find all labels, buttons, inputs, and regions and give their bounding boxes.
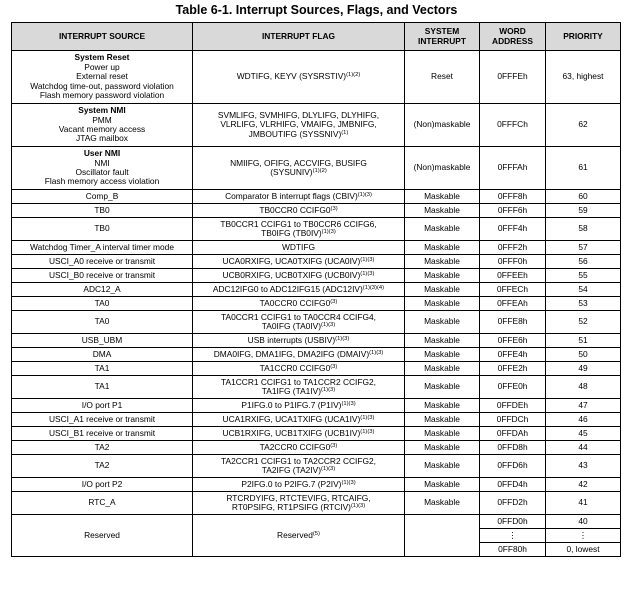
- interrupt-source-line: Comp_B: [85, 190, 119, 201]
- word-address-cell: 0FFE6h: [480, 334, 546, 348]
- footnote-ref: (1)(3): [321, 387, 336, 393]
- word-address-cell: 0FFECh: [480, 283, 546, 297]
- priority-cell: 58: [546, 218, 621, 241]
- interrupt-flag-cell: UCA0RXIFG, UCA0TXIFG $(UCA0IV)^{(1)(3)}$: [193, 255, 405, 269]
- system-interrupt-cell: Maskable: [405, 413, 480, 427]
- word-address-cell: ⋮: [480, 529, 546, 543]
- interrupt-source-cell: [12, 283, 193, 297]
- priority-cell: 57: [546, 241, 621, 255]
- priority-cell: 41: [546, 492, 621, 515]
- interrupt-source-line: DMA: [92, 348, 112, 359]
- table-row: [12, 441, 621, 455]
- interrupt-source-line: PMM: [92, 114, 112, 125]
- priority-cell: 56: [546, 255, 621, 269]
- footnote-ref: (1)(3): [369, 349, 384, 356]
- footnote-ref: (1)(3): [341, 479, 356, 486]
- priority-cell: ⋮: [546, 529, 621, 543]
- footnote-ref: (1)(3): [321, 322, 336, 328]
- word-address-cell: 0FFD8h: [480, 441, 546, 455]
- header-system-interrupt: SYSTEM INTERRUPT: [405, 23, 480, 51]
- system-interrupt-cell: Maskable: [405, 334, 480, 348]
- interrupt-source-line: USCI_A0 receive or transmit: [48, 255, 156, 266]
- table-row: [12, 413, 621, 427]
- interrupt-source-line: JTAG mailbox: [76, 133, 128, 144]
- word-address-cell: 0FFE8h: [480, 311, 546, 334]
- interrupt-source-line: TA1: [94, 381, 110, 392]
- footnote-ref: (1)(3): [321, 229, 336, 235]
- word-address-cell: 0FF80h: [480, 543, 546, 557]
- system-interrupt-cell: Maskable: [405, 441, 480, 455]
- footnote-ref: (1): [341, 129, 349, 136]
- table-row: [12, 334, 621, 348]
- table-body: [12, 51, 621, 557]
- interrupt-flag-cell: ADC12IFG0 to ADC12IFG15 $(ADC12IV)^{(1)(3)(4)}$: [193, 283, 405, 297]
- interrupt-flag-cell: TA2CCR1 CCIFG1 to TA2CCR2 CCIFG2, TA2IFG $(TA2IV)^{(1)(3)}$: [193, 455, 405, 478]
- priority-cell: 54: [546, 283, 621, 297]
- table-row: [12, 348, 621, 362]
- interrupt-flag-cell: Comparator B interrupt flags (CBIV)$^{(1)(3)}$: [193, 190, 405, 204]
- interrupt-source-cell: [12, 427, 193, 441]
- table-row: [12, 427, 621, 441]
- interrupt-flag-cell: P2IFG.0 to P2IFG.7 $(P2IV)^{(1)(3)}$: [193, 478, 405, 492]
- table-row: [12, 455, 621, 478]
- footnote-ref: (1)(3)(4): [362, 284, 385, 291]
- footnote-ref: (1)(3): [360, 414, 375, 421]
- interrupt-flag-cell: DMA0IFG, DMA1IFG, DMA2IFG (DMAIV)$^{(1)(3)}$: [193, 348, 405, 362]
- table-row: [12, 311, 621, 334]
- interrupt-source-cell: [12, 218, 193, 241]
- interrupt-source-cell: [12, 147, 193, 190]
- word-address-cell: 0FFDAh: [480, 427, 546, 441]
- priority-cell: 59: [546, 204, 621, 218]
- footnote-ref: (3): [330, 298, 338, 305]
- interrupt-flag-cell: P1IFG.0 to P1IFG.7 $(P1IV)^{(1)(3)}$: [193, 399, 405, 413]
- interrupt-source-line: Vacant memory access: [58, 124, 146, 134]
- priority-cell: 50: [546, 348, 621, 362]
- priority-cell: 45: [546, 427, 621, 441]
- footnote-ref: (3): [330, 363, 338, 370]
- table-row: [12, 492, 621, 515]
- table-title: Table 6-1. Interrupt Sources, Flags, and Vectors: [175, 3, 458, 17]
- interrupt-flag-cell: SVMLIFG, SVMHIFG, DLYLIFG, DLYHIFG, VLRLIFG, VLRHIFG, VMAIFG, JMBNIFG, JMBOUTIFG (SYSSNIV)$^{(1)}$: [193, 104, 405, 147]
- interrupt-source-cell: [12, 455, 193, 478]
- system-interrupt-cell: Maskable: [405, 362, 480, 376]
- interrupt-source-line: ADC12_A: [83, 283, 121, 294]
- interrupt-source-cell: [12, 190, 193, 204]
- system-interrupt-cell: Maskable: [405, 311, 480, 334]
- word-address-cell: 0FFEAh: [480, 297, 546, 311]
- system-interrupt-cell: Maskable: [405, 427, 480, 441]
- word-address-cell: 0FFE4h: [480, 348, 546, 362]
- interrupt-flag-cell: WDTIFG, KEYV (SYSRSTIV)$^{(1)(2)}$: [193, 51, 405, 104]
- footnote-ref: (1)(3): [335, 335, 350, 342]
- interrupt-source-line: Watchdog Timer_A interval timer mode: [30, 241, 174, 252]
- word-address-cell: 0FFE2h: [480, 362, 546, 376]
- interrupt-source-line: USB_UBM: [81, 334, 123, 345]
- interrupt-source-cell: [12, 104, 193, 147]
- interrupt-source-cell: [12, 334, 193, 348]
- priority-cell: 47: [546, 399, 621, 413]
- system-interrupt-cell: Maskable: [405, 218, 480, 241]
- priority-cell: 52: [546, 311, 621, 334]
- system-interrupt-cell: Maskable: [405, 399, 480, 413]
- interrupt-source-cell: [12, 269, 193, 283]
- priority-cell: 43: [546, 455, 621, 478]
- system-interrupt-cell: Maskable: [405, 478, 480, 492]
- interrupt-source-line: Watchdog time-out, password violation: [30, 80, 174, 91]
- interrupt-flag-cell: TA0CCR0 CCIFG0$^{(3)}$: [193, 297, 405, 311]
- reserved-system-cell: [405, 515, 480, 557]
- interrupt-flag-cell: TA1CCR1 CCIFG1 to TA1CCR2 CCIFG2, TA1IFG $(TA1IV)^{(1)(3)}$: [193, 376, 405, 399]
- priority-cell: 55: [546, 269, 621, 283]
- interrupt-source-line: USCI_A1 receive or transmit: [48, 413, 156, 424]
- interrupt-flag-cell: UCA1RXIFG, UCA1TXIFG $(UCA1IV)^{(1)(3)}$: [193, 413, 405, 427]
- priority-cell: 63, highest: [546, 51, 621, 104]
- interrupt-source-line: RTC_A: [88, 497, 116, 508]
- table-row: [12, 269, 621, 283]
- interrupt-source-line: TB0: [94, 204, 110, 215]
- interrupt-source-title: User NMI: [83, 148, 121, 159]
- priority-cell: 40: [546, 515, 621, 529]
- interrupt-source-cell: [12, 241, 193, 255]
- system-interrupt-cell: Maskable: [405, 492, 480, 515]
- table-row: [12, 204, 621, 218]
- word-address-cell: 0FFE0h: [480, 376, 546, 399]
- interrupt-source-line: TA2: [94, 460, 110, 471]
- reserved-flag-cell: Reserved$^{(5)}$: [193, 515, 405, 557]
- interrupt-source-line: I/O port P2: [81, 478, 123, 489]
- footnote-ref: (1)(3): [321, 466, 336, 472]
- interrupt-source-line: USCI_B0 receive or transmit: [48, 269, 156, 280]
- priority-cell: 51: [546, 334, 621, 348]
- table-row: [12, 51, 621, 104]
- interrupt-flag-cell: TB0CCR0 CCIFG0$^{(3)}$: [193, 204, 405, 218]
- interrupt-source-line: Oscillator fault: [75, 167, 129, 177]
- interrupt-source-line: USCI_B1 receive or transmit: [48, 427, 156, 438]
- system-interrupt-cell: Maskable: [405, 255, 480, 269]
- table-row: [12, 190, 621, 204]
- interrupt-source-cell: [12, 255, 193, 269]
- word-address-cell: 0FFD6h: [480, 455, 546, 478]
- word-address-cell: 0FFF8h: [480, 190, 546, 204]
- interrupt-flag-cell: NMIIFG, OFIFG, ACCVIFG, BUSIFG (SYSUNIV)$^{(1)(2)}$: [193, 147, 405, 190]
- system-interrupt-cell: Maskable: [405, 455, 480, 478]
- system-interrupt-cell: Maskable: [405, 204, 480, 218]
- header-word-address: WORD ADDRESS: [480, 23, 546, 51]
- table-row: [12, 399, 621, 413]
- system-interrupt-cell: Maskable: [405, 376, 480, 399]
- interrupt-flag-cell: RTCRDYIFG, RTCTEVIFG, RTCAIFG, RT0PSIFG, RT1PSIFG (RTCIV)$^{(1)(3)}$: [193, 492, 405, 515]
- header-row: [12, 23, 621, 51]
- interrupt-source-cell: [12, 399, 193, 413]
- priority-cell: 60: [546, 190, 621, 204]
- priority-cell: 61: [546, 147, 621, 190]
- priority-cell: 46: [546, 413, 621, 427]
- interrupt-source-line: TB0: [94, 223, 110, 234]
- footnote-ref: (1)(3): [341, 400, 356, 407]
- word-address-cell: 0FFDEh: [480, 399, 546, 413]
- header-priority: PRIORITY: [546, 23, 621, 51]
- interrupt-flag-cell: WDTIFG: [193, 241, 405, 255]
- footnote-ref: (3): [330, 442, 338, 449]
- word-address-cell: 0FFEEh: [480, 269, 546, 283]
- interrupt-flag-cell: UCB0RXIFG, UCB0TXIFG $(UCB0IV)^{(1)(3)}$: [193, 269, 405, 283]
- priority-cell: 42: [546, 478, 621, 492]
- table-row: [12, 255, 621, 269]
- interrupt-flag-cell: TA1CCR0 CCIFG0$^{(3)}$: [193, 362, 405, 376]
- system-interrupt-cell: (Non)maskable: [405, 104, 480, 147]
- interrupt-source-cell: [12, 348, 193, 362]
- footnote-ref: (1)(3): [360, 270, 375, 277]
- interrupt-flag-cell: TA0CCR1 CCIFG1 to TA0CCR4 CCIFG4, TA0IFG $(TA0IV)^{(1)(3)}$: [193, 311, 405, 334]
- footnote-ref: (3): [330, 205, 338, 212]
- interrupt-source-line: External reset: [76, 71, 128, 82]
- interrupt-source-cell: [12, 297, 193, 311]
- priority-cell: 49: [546, 362, 621, 376]
- reserved-row: [12, 515, 621, 529]
- interrupt-source-cell: [12, 204, 193, 218]
- footnote-ref: (5): [312, 530, 320, 537]
- system-interrupt-cell: (Non)maskable: [405, 147, 480, 190]
- system-interrupt-cell: Maskable: [405, 269, 480, 283]
- interrupt-source-cell: [12, 311, 193, 334]
- reserved-source-cell: Reserved: [12, 515, 193, 557]
- interrupt-source-line: Power up: [84, 61, 120, 72]
- system-interrupt-cell: Maskable: [405, 297, 480, 311]
- footnote-ref: (1)(3): [360, 256, 375, 263]
- header-interrupt-flag: INTERRUPT FLAG: [193, 23, 405, 51]
- priority-cell: 48: [546, 376, 621, 399]
- header-interrupt-source: INTERRUPT SOURCE: [12, 23, 193, 51]
- word-address-cell: 0FFF0h: [480, 255, 546, 269]
- table-row: [12, 283, 621, 297]
- priority-cell: 53: [546, 297, 621, 311]
- priority-cell: 62: [546, 104, 621, 147]
- word-address-cell: 0FFF4h: [480, 218, 546, 241]
- word-address-cell: 0FFD2h: [480, 492, 546, 515]
- interrupt-source-title: System NMI: [78, 105, 126, 116]
- word-address-cell: 0FFD4h: [480, 478, 546, 492]
- interrupt-source-line: I/O port P1: [81, 399, 123, 410]
- interrupt-source-line: TA2: [94, 441, 110, 452]
- interrupt-flag-cell: UCB1RXIFG, UCB1TXIFG $(UCB1IV)^{(1)(3)}$: [193, 427, 405, 441]
- interrupt-flag-cell: USB interrupts (USBIV)$^{(1)(3)}$: [193, 334, 405, 348]
- system-interrupt-cell: Maskable: [405, 190, 480, 204]
- word-address-cell: 0FFFCh: [480, 104, 546, 147]
- interrupt-table-container: [11, 22, 620, 557]
- interrupt-source-cell: [12, 362, 193, 376]
- interrupt-source-cell: [12, 492, 193, 515]
- interrupt-source-line: TA1: [94, 362, 110, 373]
- interrupt-flag-cell: TB0CCR1 CCIFG1 to TB0CCR6 CCIFG6, TB0IFG $(TB0IV)^{(1)(3)}$: [193, 218, 405, 241]
- footnote-ref: (1)(3): [350, 503, 366, 509]
- interrupt-source-line: TA0: [94, 316, 110, 327]
- interrupt-source-cell: [12, 51, 193, 104]
- priority-cell: 44: [546, 441, 621, 455]
- footnote-ref: (1)(2): [312, 168, 327, 174]
- word-address-cell: 0FFF2h: [480, 241, 546, 255]
- system-interrupt-cell: Reset: [405, 51, 480, 104]
- system-interrupt-cell: Maskable: [405, 283, 480, 297]
- footnote-ref: (1)(3): [360, 428, 375, 435]
- table-row: [12, 297, 621, 311]
- interrupt-source-cell: [12, 413, 193, 427]
- interrupt-source-cell: [12, 376, 193, 399]
- interrupt-source-line: Flash memory password violation: [39, 90, 165, 101]
- table-row: [12, 478, 621, 492]
- footnote-ref: (1)(3): [357, 191, 372, 198]
- table-row: [12, 147, 621, 190]
- system-interrupt-cell: Maskable: [405, 241, 480, 255]
- system-interrupt-cell: Maskable: [405, 348, 480, 362]
- word-address-cell: 0FFF6h: [480, 204, 546, 218]
- table-row: [12, 376, 621, 399]
- interrupt-source-line: NMI: [94, 157, 110, 168]
- word-address-cell: 0FFD0h: [480, 515, 546, 529]
- word-address-cell: 0FFFEh: [480, 51, 546, 104]
- table-row: [12, 104, 621, 147]
- table-row: [12, 241, 621, 255]
- word-address-cell: 0FFFAh: [480, 147, 546, 190]
- interrupt-source-cell: [12, 441, 193, 455]
- table-row: [12, 218, 621, 241]
- interrupt-source-cell: [12, 478, 193, 492]
- footnote-ref: (1)(2): [346, 72, 361, 79]
- interrupt-table: [11, 22, 621, 557]
- table-row: [12, 362, 621, 376]
- interrupt-source-line: TA0: [94, 297, 110, 308]
- interrupt-flag-cell: TA2CCR0 CCIFG0$^{(3)}$: [193, 441, 405, 455]
- interrupt-source-title: System Reset: [74, 52, 130, 63]
- priority-cell: 0, lowest: [546, 543, 621, 557]
- interrupt-source-line: Flash memory access violation: [44, 176, 160, 187]
- word-address-cell: 0FFDCh: [480, 413, 546, 427]
